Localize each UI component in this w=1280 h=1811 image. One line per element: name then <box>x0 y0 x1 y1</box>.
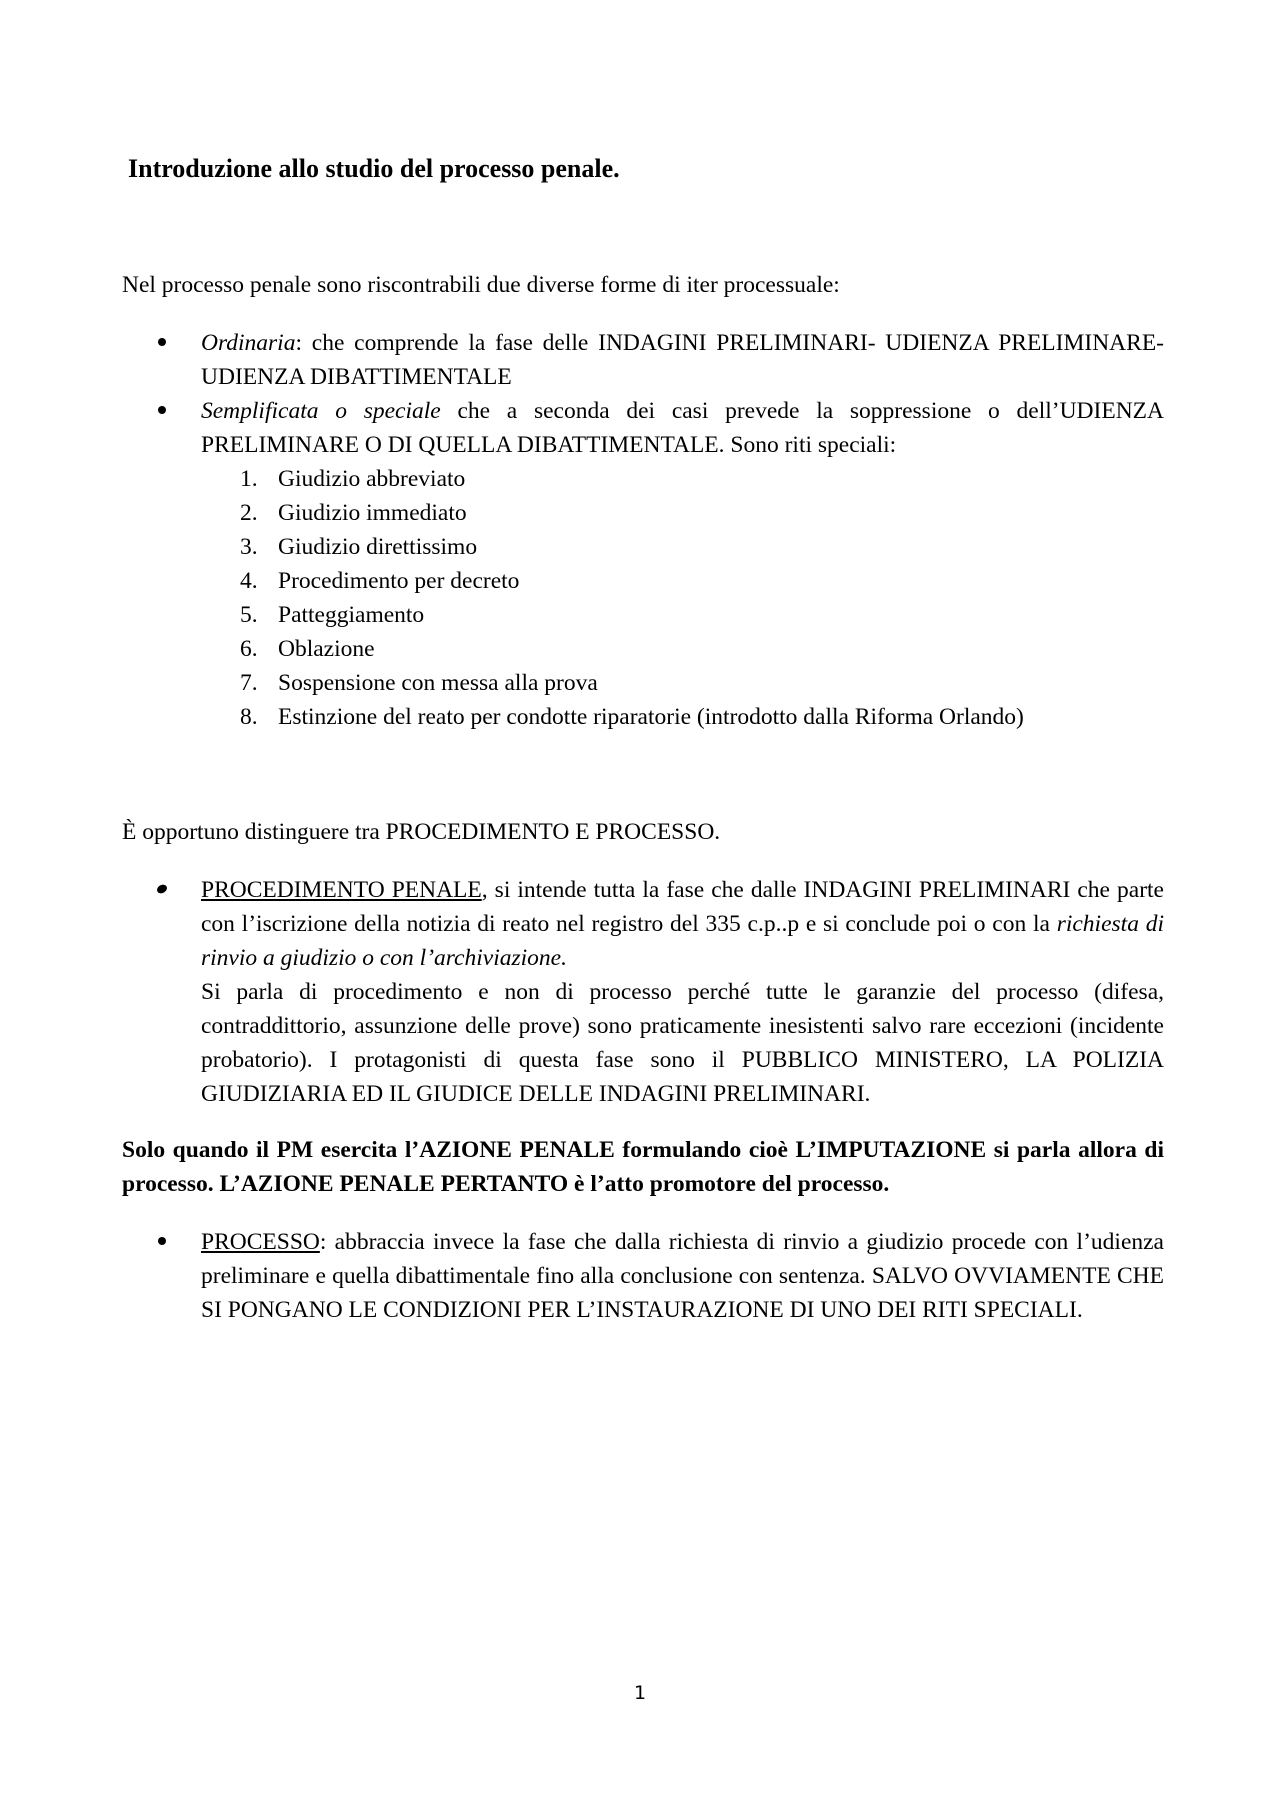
list-number: 5. <box>240 602 258 628</box>
list-item-rito <box>122 530 1164 564</box>
bold-paragraph-azione-penale: Solo quando il PM esercita l’AZIONE PENALE formulando cioè L’IMPUTAZIONE si parla allora di processo. L’AZIONE PENALE PERTANTO è l’atto promotore del processo. <box>122 1137 1164 1197</box>
intro-paragraph-distinzione: È opportuno distinguere tra PROCEDIMENTO E PROCESSO. <box>122 819 721 845</box>
term-processo: PROCESSO <box>201 1229 320 1255</box>
term-procedimento: PROCEDIMENTO PENALE <box>201 877 482 903</box>
list-number: 4. <box>240 568 258 594</box>
list-number: 6. <box>240 636 258 662</box>
list-item-rito <box>122 632 1164 666</box>
page-number: 1 <box>633 1682 647 1704</box>
rito-label: Giudizio direttissimo <box>278 534 478 560</box>
list-item-rito <box>122 598 1164 632</box>
list-item-rito <box>122 496 1164 530</box>
list-item-procedimento <box>122 873 1164 1111</box>
text-ordinaria: : che comprende la fase delle INDAGINI PRELIMINARI- UDIENZA PRELIMINARE-UDIENZA DIBATTIMENTALE <box>201 330 1164 390</box>
text-processo: : abbraccia invece la fase che dalla richiesta di rinvio a giudizio procede con l’udienza preliminare e quella dibattimentale fino alla conclusione con sentenza. SALVO OVVIAMENTE CHE SI PONGANO LE CONDIZIONI PER L’INSTAURAZIONE DI UNO DEI RITI SPECIALI. <box>201 1229 1164 1323</box>
bullet-list-forme <box>122 326 1164 734</box>
list-number: 1. <box>240 466 258 492</box>
list-number: 8. <box>240 704 258 730</box>
bullet-list-procedimento <box>122 873 1164 1111</box>
bullet-icon <box>158 1237 166 1245</box>
term-semplificata: Semplificata o speciale <box>201 398 441 424</box>
list-item-rito <box>122 462 1164 496</box>
text-procedimento-garanzie: Si parla di procedimento e non di processo perché tutte le garanzie del processo (difesa, contraddittorio, assunzione delle prove) sono praticamente inesistenti salvo rare eccezioni (incidente probatorio). I protagonisti di questa fase sono il PUBBLICO MINISTERO, LA POLIZIA GIUDIZIARIA ED IL GIUDICE DELLE INDAGINI PRELIMINARI. <box>201 979 1164 1107</box>
rito-label: Patteggiamento <box>278 602 425 628</box>
rito-label: Sospensione con messa alla prova <box>278 670 598 696</box>
list-item-processo <box>122 1225 1164 1327</box>
list-item-semplificata <box>122 394 1164 734</box>
list-item-rito <box>122 564 1164 598</box>
list-item-ordinaria <box>122 326 1164 394</box>
bullet-list-processo <box>122 1225 1164 1327</box>
bullet-icon <box>155 883 168 895</box>
rito-label: Giudizio abbreviato <box>278 466 466 492</box>
bullet-icon <box>158 406 166 414</box>
rito-label: Estinzione del reato per condotte riparatorie (introdotto dalla Riforma Orlando) <box>278 704 1024 730</box>
list-item-rito <box>122 700 1164 734</box>
text-procedimento: , si intende tutta la fase che dalle INDAGINI PRELIMINARI che parte con l’iscrizione della notizia di reato nel registro del 335 c.p..p e si conclude poi o con la <box>201 877 1164 937</box>
rito-label: Procedimento per decreto <box>278 568 520 594</box>
intro-paragraph-forme: Nel processo penale sono riscontrabili due diverse forme di iter processuale: <box>122 272 840 298</box>
rito-label: Giudizio immediato <box>278 500 467 526</box>
page-title: Introduzione allo studio del processo penale. <box>128 154 620 183</box>
list-item-rito <box>122 666 1164 700</box>
rito-label: Oblazione <box>278 636 375 662</box>
bullet-icon <box>158 338 166 346</box>
list-number: 7. <box>240 670 258 696</box>
list-number: 3. <box>240 534 258 560</box>
list-number: 2. <box>240 500 258 526</box>
numbered-list-riti <box>201 462 1164 734</box>
term-ordinaria: Ordinaria <box>201 330 296 356</box>
text-procedimento-italic: richiesta di rinvio a giudizio o con l’archiviazione. <box>201 911 1164 971</box>
text-semplificata: che a seconda dei casi prevede la soppressione o dell’UDIENZA PRELIMINARE O DI QUELLA DIBATTIMENTALE. Sono riti speciali: <box>201 398 1164 458</box>
